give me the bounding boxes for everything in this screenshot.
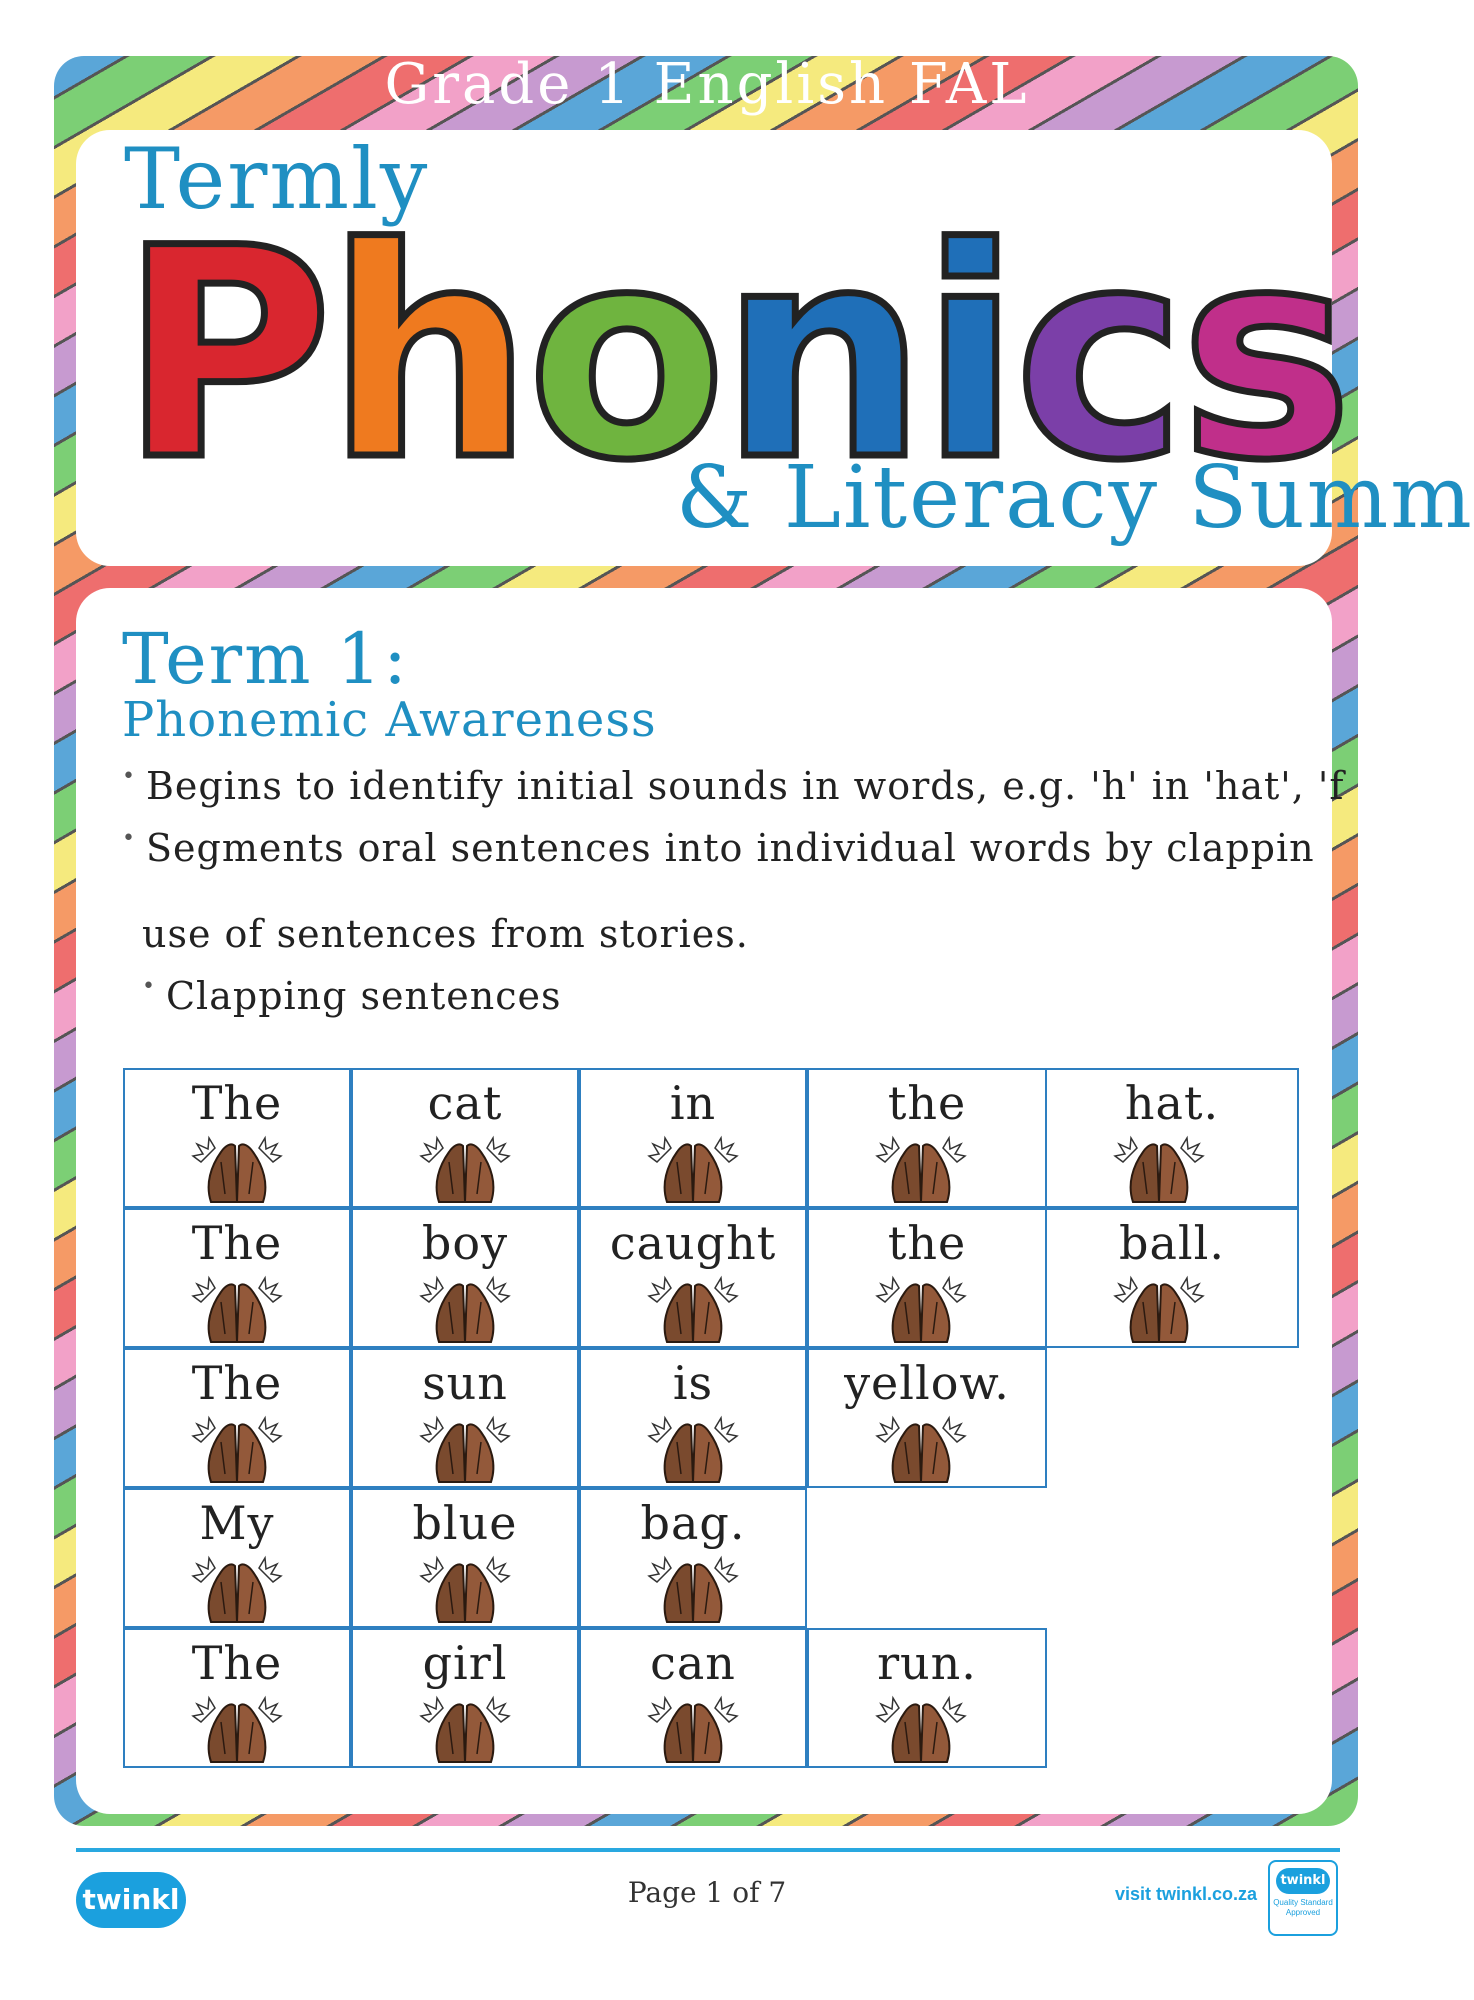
- sentence-word: caught: [609, 1216, 777, 1270]
- phonics-letter: h: [326, 187, 528, 524]
- clapping-hands-icon: [875, 1412, 967, 1484]
- sentence-word: The: [191, 1636, 283, 1690]
- sentence-word: can: [650, 1636, 736, 1690]
- sentence-word: The: [191, 1216, 283, 1270]
- sentence-cell: [123, 1488, 351, 1628]
- clapping-hands-icon: [875, 1132, 967, 1204]
- page-number: Page 1 of 7: [627, 1876, 787, 1909]
- clapping-hands-icon: [191, 1132, 283, 1204]
- clapping-hands-icon: [191, 1552, 283, 1624]
- clapping-hands-icon: [419, 1272, 511, 1344]
- clapping-hands-icon: [647, 1412, 739, 1484]
- sentence-word: yellow.: [844, 1356, 1010, 1410]
- clapping-hands-icon: [419, 1132, 511, 1204]
- clapping-hands-icon: [875, 1692, 967, 1764]
- sentence-word: cat: [427, 1076, 503, 1130]
- clapping-hands-icon: [191, 1412, 283, 1484]
- termly-title: Termly: [124, 130, 430, 228]
- sentence-cell: [807, 1068, 1047, 1208]
- clapping-hands-icon: [647, 1132, 739, 1204]
- sentence-cell: [351, 1628, 579, 1768]
- sentence-word: The: [191, 1356, 283, 1410]
- section-heading: Phonemic Awareness: [122, 692, 657, 748]
- clapping-hands-icon: [647, 1552, 739, 1624]
- phonics-letter: o: [527, 187, 721, 524]
- sentence-cell: [123, 1348, 351, 1488]
- clapping-hands-icon: [1113, 1272, 1205, 1344]
- bullet-initial-sounds: • Begins to identify initial sounds in words, e.g. 'h' in 'hat', 'f: [122, 764, 1345, 808]
- clapping-hands-icon: [1113, 1132, 1205, 1204]
- badge-text: Quality Standard Approved: [1273, 1898, 1333, 1917]
- sentence-cell: [1045, 1068, 1299, 1208]
- sentence-word: run.: [877, 1636, 977, 1690]
- sentence-cell: [351, 1348, 579, 1488]
- sentence-word: girl: [422, 1636, 508, 1690]
- visit-link[interactable]: visit twinkl.co.za: [1115, 1884, 1258, 1904]
- clapping-hands-icon: [647, 1272, 739, 1344]
- subtitle: & Literacy Summ: [676, 448, 1474, 548]
- term-heading: Term 1:: [122, 618, 409, 700]
- footer-divider: [76, 1848, 1340, 1852]
- content-panel: [76, 588, 1345, 1814]
- clapping-hands-icon: [419, 1412, 511, 1484]
- sentence-word: in: [669, 1076, 717, 1130]
- sentence-cell: [579, 1208, 807, 1348]
- sub-bullet-clapping: • Clapping sentences: [142, 974, 562, 1018]
- sentence-word: the: [887, 1216, 967, 1270]
- twinkl-logo[interactable]: twinkl: [76, 1872, 186, 1928]
- title-panel: [76, 130, 1474, 566]
- bullet-continuation: use of sentences from stories.: [142, 912, 749, 956]
- sentence-cell: [579, 1488, 807, 1628]
- sentence-cell: [579, 1628, 807, 1768]
- phonics-letter: P: [120, 187, 327, 524]
- sentence-word: The: [191, 1076, 283, 1130]
- sentence-cell: [123, 1208, 351, 1348]
- sentence-word: the: [887, 1076, 967, 1130]
- phonics-letter: s: [1180, 187, 1347, 524]
- sentence-cell: [579, 1348, 807, 1488]
- sentence-cell: [123, 1068, 351, 1208]
- sentence-word: boy: [421, 1216, 509, 1270]
- clapping-hands-icon: [419, 1552, 511, 1624]
- sentence-word: sun: [422, 1356, 508, 1410]
- sentence-cell: [123, 1628, 351, 1768]
- phonics-letter: i: [920, 187, 1015, 524]
- sentence-cell: [351, 1068, 579, 1208]
- sentence-cell: [351, 1488, 579, 1628]
- sentence-cell: [807, 1208, 1047, 1348]
- phonics-letter: c: [1014, 187, 1181, 524]
- sentence-cell: [579, 1068, 807, 1208]
- sentence-word: hat.: [1124, 1076, 1220, 1130]
- sentence-word: is: [672, 1356, 714, 1410]
- sentence-word: ball.: [1119, 1216, 1225, 1270]
- clapping-hands-icon: [419, 1692, 511, 1764]
- clapping-hands-icon: [191, 1272, 283, 1344]
- clapping-hands-icon: [647, 1692, 739, 1764]
- sentence-cell: [807, 1628, 1047, 1768]
- grade-title: Grade 1 English FAL: [384, 52, 1030, 117]
- sentence-cell: [1045, 1208, 1299, 1348]
- badge-brand: twinkl: [1276, 1868, 1330, 1894]
- bullet-segments: • Segments oral sentences into individual words by clappin: [122, 826, 1315, 870]
- quality-badge: [1268, 1860, 1338, 1936]
- sentence-cell: [807, 1348, 1047, 1488]
- sentence-cell: [351, 1208, 579, 1348]
- phonics-letter: n: [720, 187, 921, 524]
- clapping-hands-icon: [191, 1692, 283, 1764]
- sentence-word: bag.: [640, 1496, 746, 1550]
- sentence-word: My: [199, 1496, 275, 1550]
- clapping-hands-icon: [875, 1272, 967, 1344]
- sentence-word: blue: [412, 1496, 518, 1550]
